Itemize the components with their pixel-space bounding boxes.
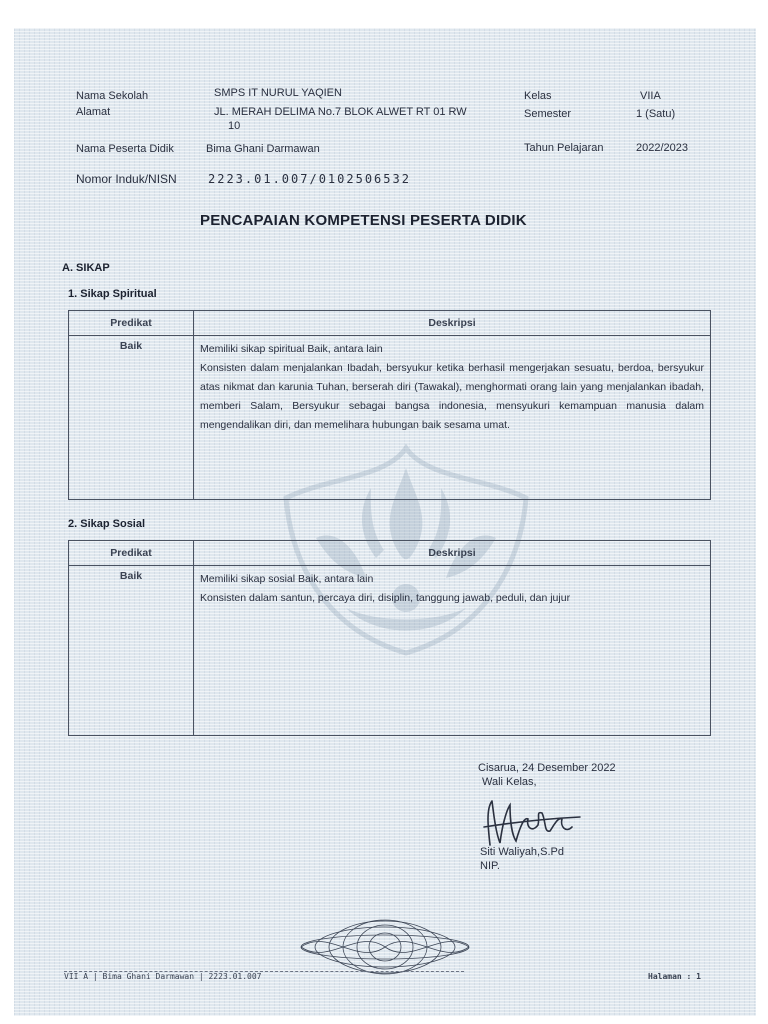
spiritual-predikat-value: Baik xyxy=(69,336,194,500)
semester-value: 1 (Satu) xyxy=(636,108,676,120)
semester-label: Semester xyxy=(524,108,572,120)
sosial-predikat-value: Baik xyxy=(69,566,194,736)
spiritual-predikat-header: Predikat xyxy=(69,311,194,336)
address-label: Alamat xyxy=(76,106,111,118)
security-rosette xyxy=(298,918,472,976)
sosial-description xyxy=(194,566,711,736)
nisn-label: Nomor Induk/NISN xyxy=(76,172,177,186)
footer-student-info: VII A | Bima Ghani Darmawan | 2223.01.007 xyxy=(64,972,262,981)
footer-page-number: Halaman : 1 xyxy=(648,972,701,981)
handwritten-signature xyxy=(480,797,590,851)
nisn-value: 2223.01.007/0102506532 xyxy=(208,172,411,186)
school-label: Nama Sekolah xyxy=(76,90,149,102)
academic-year-label: Tahun Pelajaran xyxy=(524,142,604,154)
teacher-name: Siti Waliyah,S.Pd xyxy=(480,846,564,858)
sosial-deskripsi-header: Deskripsi xyxy=(194,541,711,566)
sosial-heading: 2. Sikap Sosial xyxy=(68,518,146,530)
spiritual-description xyxy=(194,336,711,500)
spiritual-table xyxy=(68,310,711,500)
spiritual-deskripsi-header: Deskripsi xyxy=(194,311,711,336)
place-date: Cisarua, 24 Desember 2022 xyxy=(478,762,616,774)
address-value-line1: JL. MERAH DELIMA No.7 BLOK ALWET RT 01 RW xyxy=(214,106,467,118)
academic-year-value: 2022/2023 xyxy=(636,142,688,154)
page-title: PENCAPAIAN KOMPETENSI PESERTA DIDIK xyxy=(200,212,527,229)
student-name-value: Bima Ghani Darmawan xyxy=(206,143,320,155)
class-label: Kelas xyxy=(524,90,552,102)
student-name-label: Nama Peserta Didik xyxy=(76,143,174,155)
class-value: VIIA xyxy=(640,90,661,102)
school-value: SMPS IT NURUL YAQIEN xyxy=(214,87,342,99)
section-a-heading: A. SIKAP xyxy=(62,262,110,274)
sosial-predikat-header: Predikat xyxy=(69,541,194,566)
address-value-line2: 10 xyxy=(228,120,241,132)
sosial-description-body: Konsisten dalam santun, percaya diri, disiplin, tanggung jawab, peduli, dan jujur xyxy=(200,592,571,604)
sosial-description-intro: Memiliki sikap sosial Baik, antara lain xyxy=(200,573,374,585)
spiritual-description-body: Konsisten dalam menjalankan Ibadah, bersyukur ketika berhasil mengerjakan sesuatu, berdoa, bersyukur atas nikmat dan karunia Tuhan, berserah diri (Tawakal), menghormati orang lain yang menjalankan ibadah, memberi Salam, Bersyukur sebagai bangsa indonesia, mensyukuri kemampuan manusia dalam mengendalikan diri, dan memelihara hubungan baik sesama umat. xyxy=(200,362,704,431)
teacher-nip: NIP. xyxy=(480,860,500,872)
spiritual-description-intro: Memiliki sikap spiritual Baik, antara lain xyxy=(200,343,383,355)
sosial-table xyxy=(68,540,711,736)
homeroom-role: Wali Kelas, xyxy=(482,776,537,788)
spiritual-heading: 1. Sikap Spiritual xyxy=(68,288,157,300)
